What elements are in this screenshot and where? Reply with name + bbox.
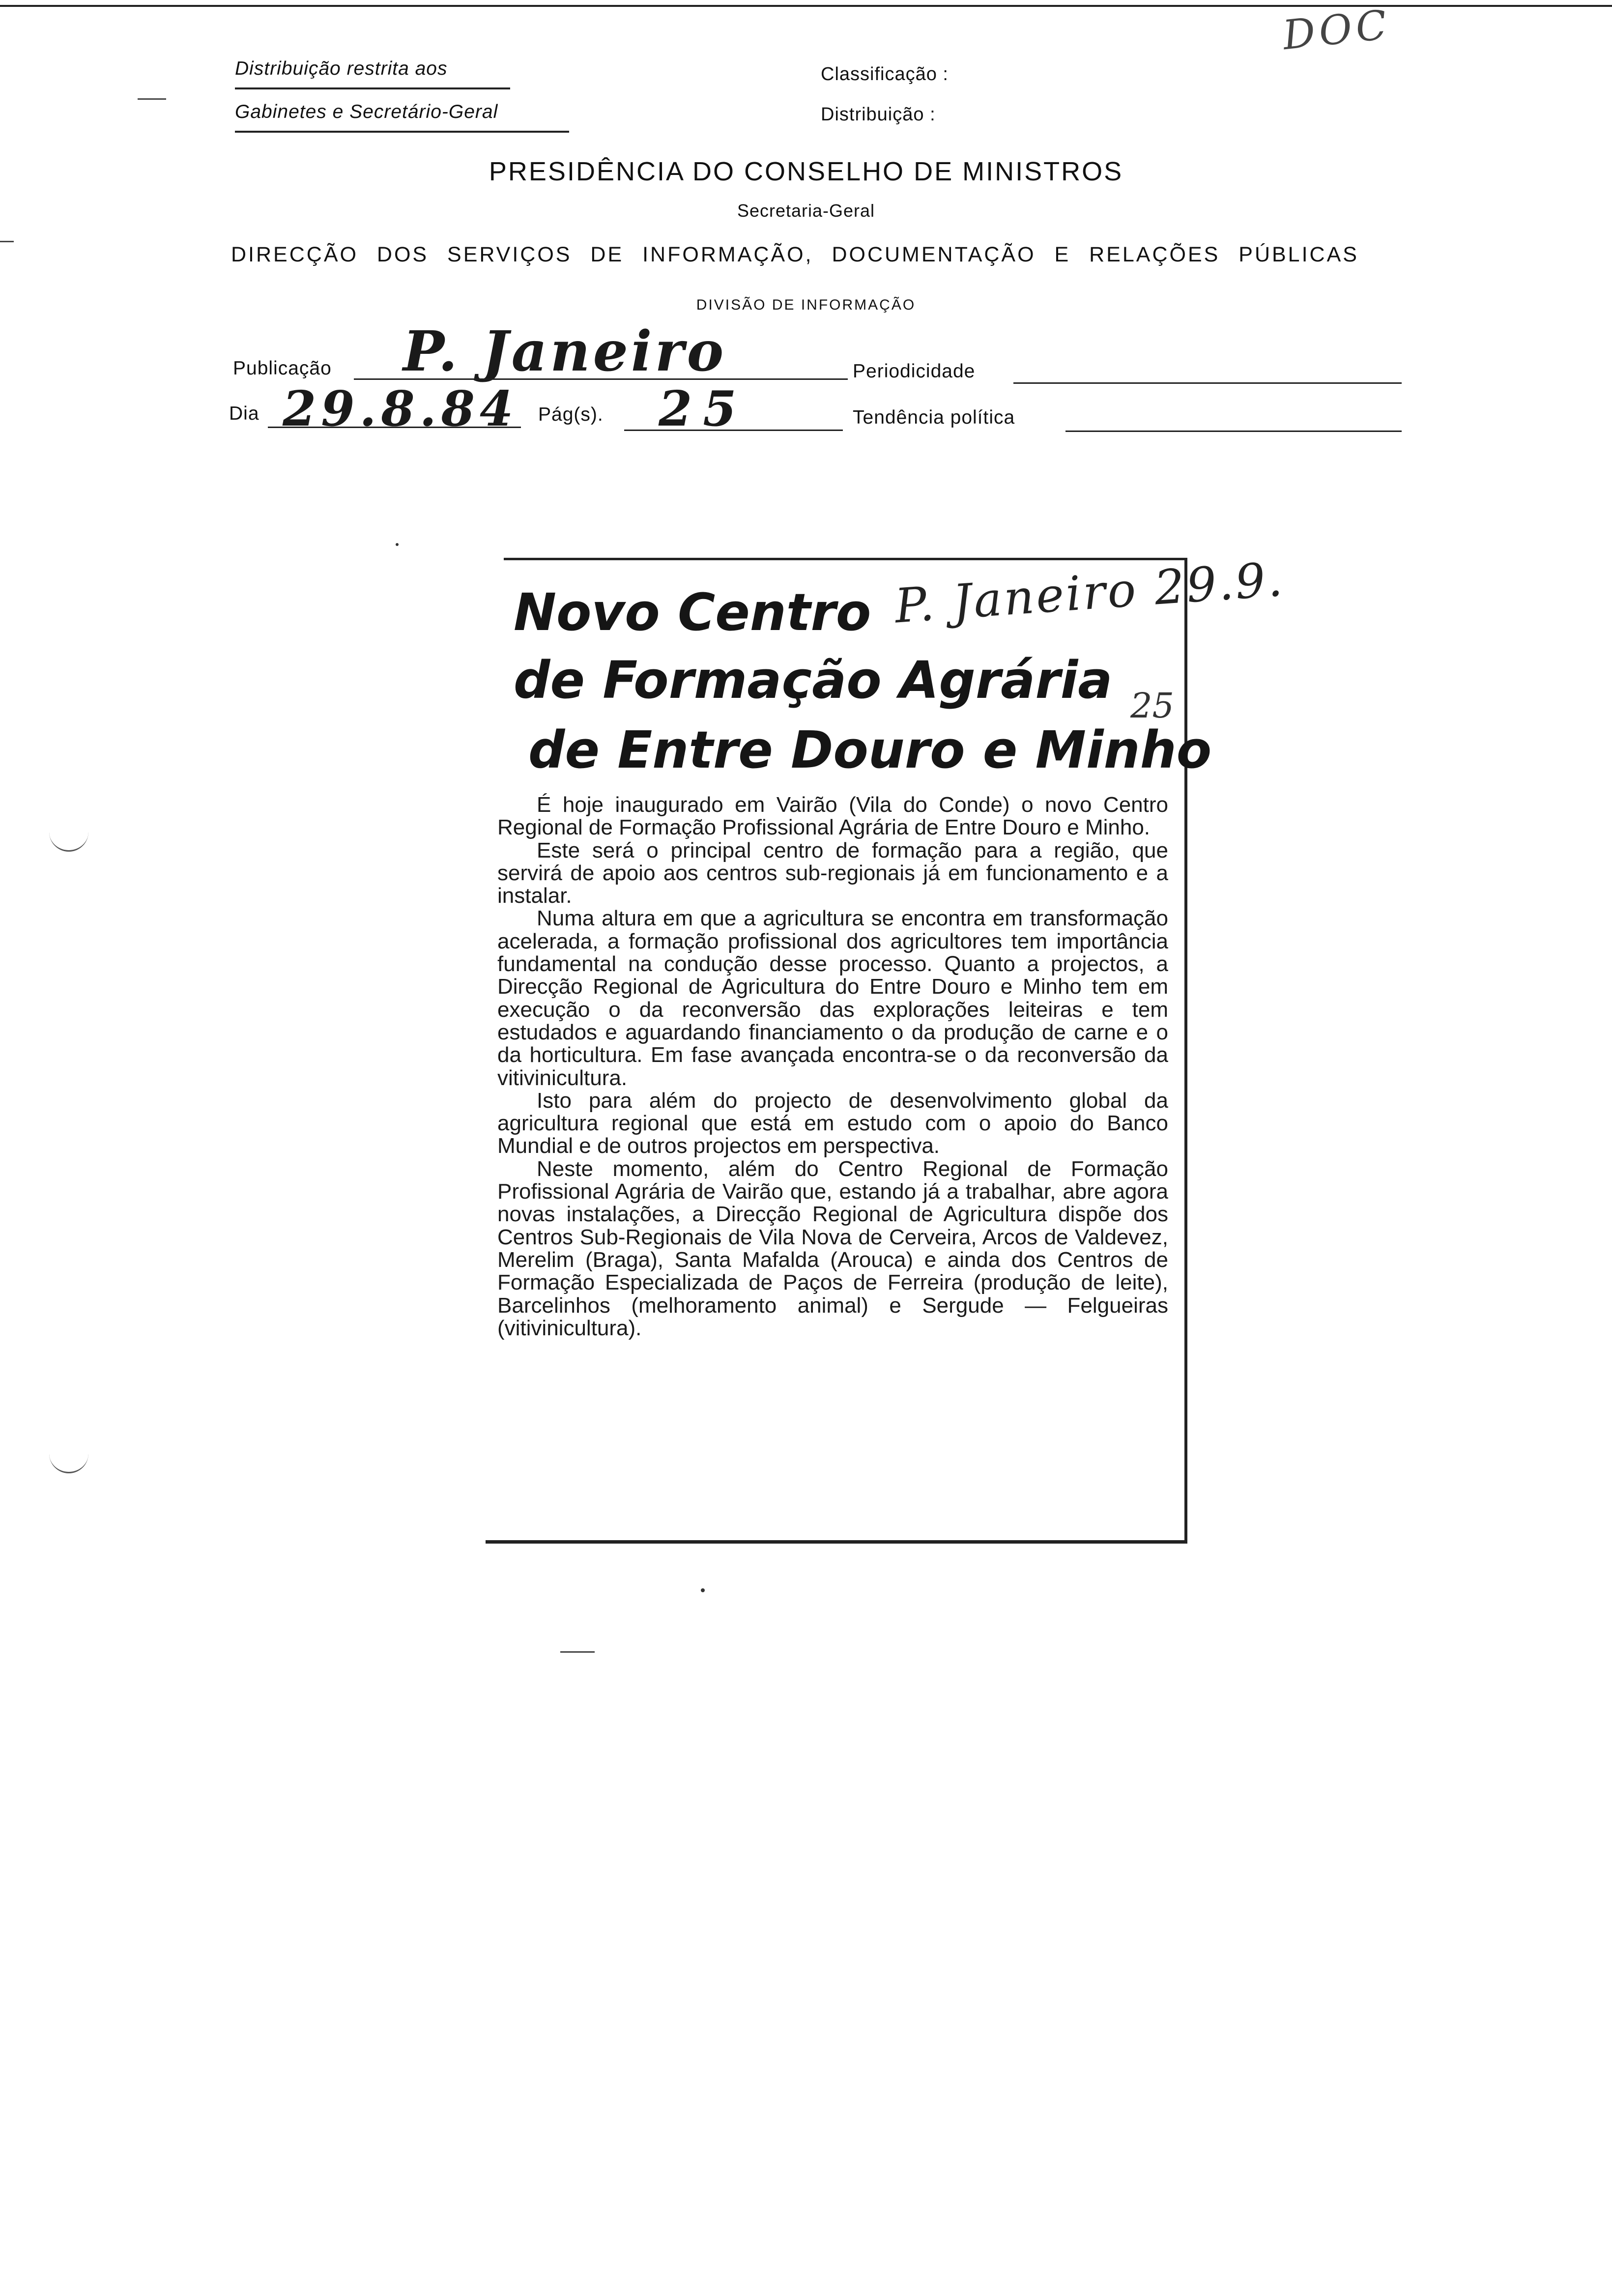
scan-dot (701, 1588, 705, 1592)
dia-line (268, 427, 521, 428)
article-paragraph: Isto para além do projecto de desenvolvimento global da agricultura regional que está em estudo com o apoio do Banco Mundial e de outros projectos em perspectiva. (497, 1088, 1168, 1158)
directorate-title: DIRECÇÃO DOS SERVIÇOS DE INFORMAÇÃO, DOCUMENTAÇÃO E RELAÇÕES PÚBLICAS (231, 243, 1359, 266)
pags-handwritten: 25 (659, 381, 748, 437)
article-paragraph: Este será o principal centro de formação para a região, que servirá de apoio aos centros sub-regionais já em funcionamento e a instalar. (497, 838, 1168, 908)
article-paragraph: Numa altura em que a agricultura se encontra em transformação acelerada, a formação profissional dos agricultores tem importância fundamental na condução desse processo. Quanto a projectos, a Direcção Regional de Agricultura do Entre Douro e Minho tem em execução o da reconversão das explorações leiteiras e tem estudados e aguardando financiamento o da produção de carne e o da horticultura. Em fase avançada encontra-se o da reconversão da vitivinicultura. (497, 906, 1168, 1090)
tendencia-line (1065, 430, 1402, 432)
clipping-top-border (504, 558, 1187, 560)
article-paragraph: É hoje inaugurado em Vairão (Vila do Conde) o novo Centro Regional de Formação Profissional Agrária de Entre Douro e Minho. (497, 793, 1168, 840)
publicacao-line (354, 378, 848, 380)
headline-line3: de Entre Douro e Minho (528, 720, 1212, 780)
dia-label: Dia (229, 403, 259, 424)
secretariat-subtitle: Secretaria-Geral (737, 201, 875, 221)
restriction-note-line2: Gabinetes e Secretário-Geral (235, 101, 498, 122)
headline-line1: Novo Centro (514, 582, 871, 642)
scan-mark (138, 98, 166, 100)
restriction-note-line1: Distribuição restrita aos (235, 58, 448, 79)
restriction-underline (235, 131, 569, 133)
pags-line (624, 430, 843, 431)
periodicidade-label: Periodicidade (853, 361, 976, 382)
ministry-title: PRESIDÊNCIA DO CONSELHO DE MINISTROS (489, 157, 1123, 186)
binder-hole-mark (49, 1452, 88, 1473)
clipping-handwritten-note: P. Janeiro 29.9. (893, 551, 1286, 634)
division-title: DIVISÃO DE INFORMAÇÃO (696, 297, 916, 313)
restriction-underline (235, 87, 510, 89)
clipping-handwritten-page: 25 (1130, 686, 1175, 726)
scan-mark (0, 241, 14, 242)
binder-hole-mark (49, 831, 88, 852)
publicacao-handwritten: P. Janeiro (403, 319, 727, 384)
distribuicao-label: Distribuição : (821, 104, 936, 125)
periodicidade-line (1013, 382, 1402, 384)
scan-mark (560, 1651, 595, 1653)
clipping-bottom-border (486, 1540, 1187, 1544)
classificacao-label: Classificação : (821, 64, 949, 85)
article-body (497, 794, 1168, 1340)
dia-handwritten: 29.8.84 (283, 381, 518, 437)
pags-label: Pág(s). (538, 404, 604, 425)
corner-handwritten-mark: DOC (1280, 1, 1393, 59)
article-paragraph: Neste momento, além do Centro Regional de Formação Profissional Agrária de Vairão que, estando já a trabalhar, abre agora novas instalações, a Direcção Regional de Agricultura dispõe dos Centros Sub-Regionais de Vila Nova de Cerveira, Arcos de Valdevez, Merelim (Braga), Santa Mafalda (Arouca) e ainda dos Centros de Formação Especializada de Paços de Ferreira (produção de leite), Barcelinhos (melhoramento animal) e Sergude — Felgueiras (vitivinicultura). (497, 1156, 1168, 1340)
tendencia-label: Tendência política (853, 407, 1015, 428)
scan-dot (396, 543, 399, 546)
headline-line2: de Formação Agrária (514, 650, 1113, 710)
publicacao-label: Publicação (233, 358, 332, 379)
